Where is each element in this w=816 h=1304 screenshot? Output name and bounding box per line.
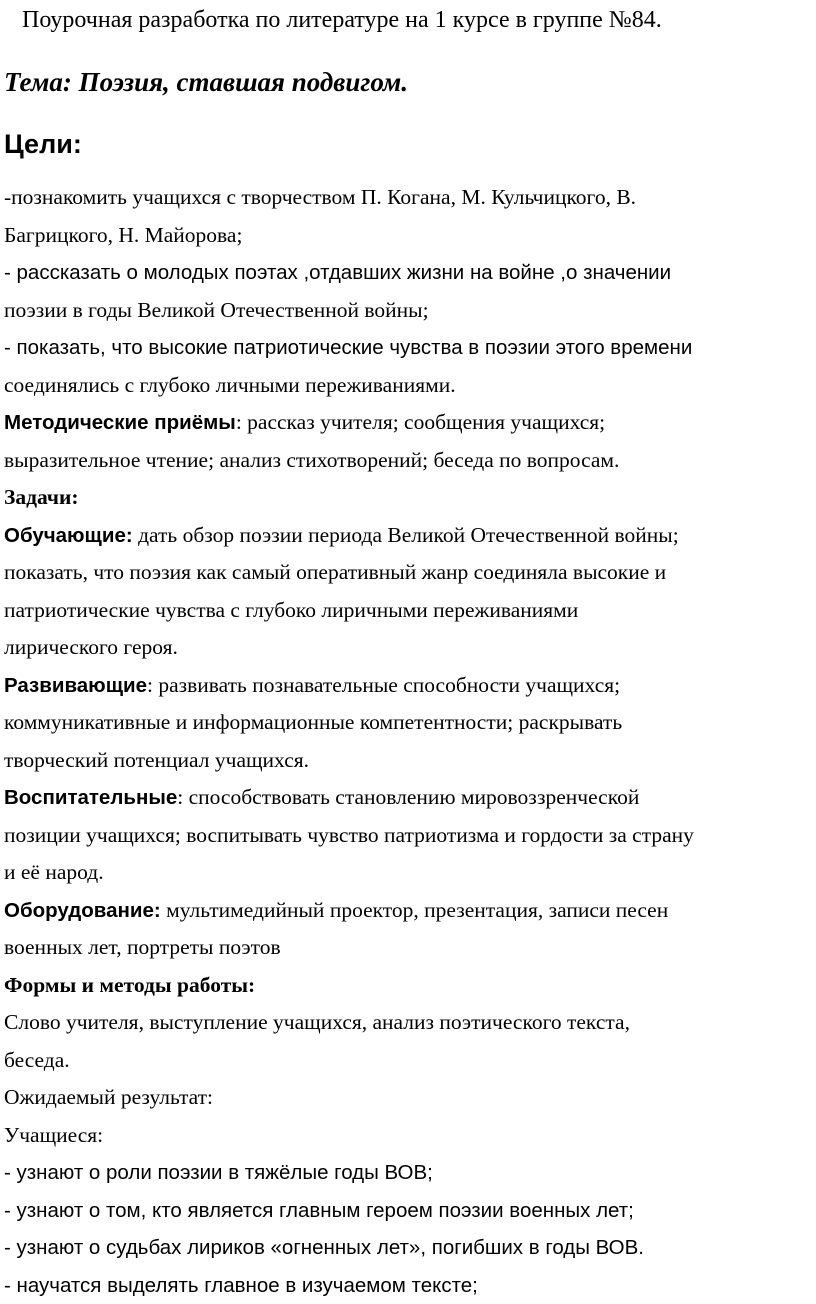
developing-line: Развивающие: развивать познавательные способности учащихся;: [4, 667, 814, 705]
result-line: - узнают о том, кто является главным героем поэзии военных лет;: [4, 1192, 814, 1230]
goal-line: Багрицкого, Н. Майорова;: [4, 217, 814, 255]
goal-line: -познакомить учащихся с творчеством П. Когана, М. Кульчицкого, В.: [4, 179, 814, 217]
document-header: Поурочная разработка по литературе на 1 курсе в группе №84.: [22, 4, 662, 36]
equipment-label: Оборудование:: [4, 899, 161, 922]
result-line: - узнают о судьбах лириков «огненных лет», погибших в годы ВОВ.: [4, 1229, 814, 1267]
expected-heading: Ожидаемый результат:: [4, 1079, 814, 1117]
lesson-topic: Тема: Поэзия, ставшая подвигом.: [4, 64, 408, 100]
methods-line: выразительное чтение; анализ стихотворений; беседа по вопросам.: [4, 442, 814, 480]
teaching-line: лирического героя.: [4, 629, 814, 667]
result-line: - узнают о роли поэзии в тяжёлые годы ВОВ;: [4, 1154, 814, 1192]
forms-line: беседа.: [4, 1042, 814, 1080]
developing-line: творческий потенциал учащихся.: [4, 742, 814, 780]
equipment-line: Оборудование: мультимедийный проектор, презентация, записи песен: [4, 892, 814, 930]
goal-line: соединялись с глубоко личными переживаниями.: [4, 367, 814, 405]
result-line: - научатся выделять главное в изучаемом тексте;: [4, 1267, 814, 1304]
educational-line: позиции учащихся; воспитывать чувство патриотизма и гордости за страну: [4, 817, 814, 855]
teaching-line: Обучающие: дать обзор поэзии периода Великой Отечественной войны;: [4, 517, 814, 555]
equipment-line: военных лет, портреты поэтов: [4, 929, 814, 967]
students-label: Учащиеся:: [4, 1117, 814, 1155]
tasks-heading: Задачи:: [4, 479, 814, 517]
educational-line: Воспитательные: способствовать становлению мировоззренческой: [4, 779, 814, 817]
goal-line: - рассказать о молодых поэтах ,отдавших жизни на войне ,о значении: [4, 254, 814, 292]
forms-line: Слово учителя, выступление учащихся, анализ поэтического текста,: [4, 1004, 814, 1042]
developing-label: Развивающие: [4, 674, 147, 697]
teaching-line: патриотические чувства с глубоко лиричными переживаниями: [4, 592, 814, 630]
goals-heading: Цели:: [4, 126, 82, 162]
educational-label: Воспитательные: [4, 786, 177, 809]
teaching-label: Обучающие:: [4, 524, 133, 547]
teaching-line: показать, что поэзия как самый оперативный жанр соединяла высокие и: [4, 554, 814, 592]
developing-line: коммуникативные и информационные компетентности; раскрывать: [4, 704, 814, 742]
methods-line: Методические приёмы: рассказ учителя; сообщения учащихся;: [4, 404, 814, 442]
document-body: [4, 179, 814, 1304]
methods-label: Методические приёмы: [4, 411, 236, 434]
goal-line: поэзии в годы Великой Отечественной войны;: [4, 292, 814, 330]
forms-heading: Формы и методы работы:: [4, 967, 814, 1005]
educational-line: и её народ.: [4, 854, 814, 892]
goal-line: - показать, что высокие патриотические чувства в поэзии этого времени: [4, 329, 814, 367]
